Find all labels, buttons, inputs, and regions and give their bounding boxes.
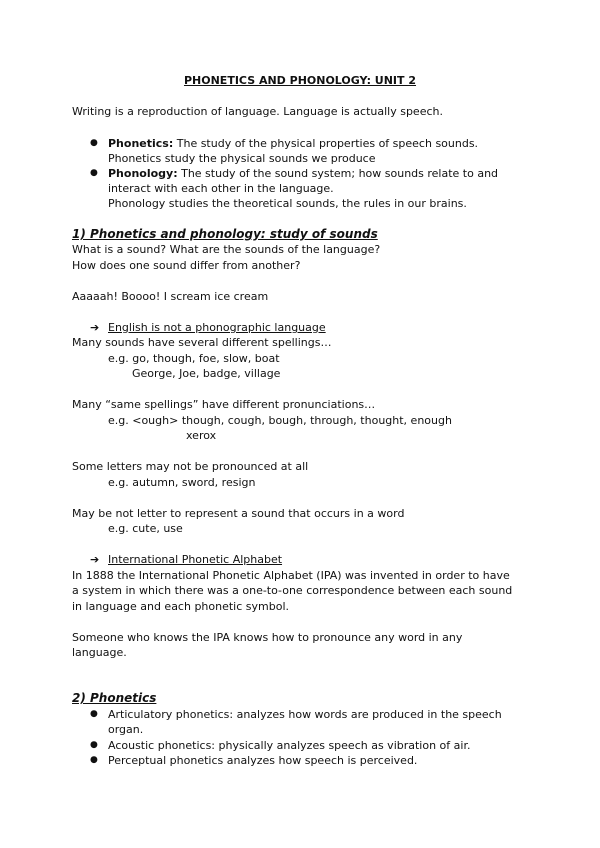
same-spellings-text: Many “same spellings” have different pronunciations… [72,398,376,411]
section-1-question-2: How does one sound differ from another? [72,259,301,272]
bullet-icon: ● [90,138,98,148]
knows-ipa-line-2: language. [72,646,127,659]
section-1-example: Aaaaah! Boooo! I scream ice cream [72,290,269,303]
phonetics-definition [108,136,478,151]
phonetics-definition-text: The study of the physical properties of speech sounds. [173,137,479,150]
many-sounds-text: Many sounds have several different spellings… [72,336,332,349]
example-go: e.g. go, though, foe, slow, boat [108,352,280,365]
bullet-icon: ● [90,709,98,719]
ipa-paragraph-line-2: a system in which there was a one-to-one correspondence between each sound [72,584,513,597]
subheading-ipa: International Phonetic Alphabet [108,553,283,566]
example-george: George, Joe, badge, village [132,367,281,380]
ipa-paragraph-line-1: In 1888 the International Phonetic Alphabet (IPA) was invented in order to have [72,569,510,582]
phonology-definition-text: The study of the sound system; how sounds relate to and [177,167,499,180]
phonology-line-3: Phonology studies the theoretical sounds, the rules in our brains. [108,197,467,210]
ipa-paragraph-line-3: in language and each phonetic symbol. [72,600,290,613]
articulatory-line-2: organ. [108,723,144,736]
bullet-icon: ● [90,168,98,178]
section-1-heading: 1) Phonetics and phonology: study of sounds [72,227,378,241]
intro-text: Writing is a reproduction of language. Language is actually speech. [72,105,443,118]
example-autumn: e.g. autumn, sword, resign [108,476,256,489]
subheading-phonographic: English is not a phonographic language [108,321,326,334]
silent-letters-text: Some letters may not be pronounced at all [72,460,309,473]
section-2-heading: 2) Phonetics [72,691,157,705]
arrow-right-icon: ➔ [90,321,100,334]
phonology-line-2: interact with each other in the language. [108,182,334,195]
section-1-question-1: What is a sound? What are the sounds of the language? [72,243,381,256]
example-ough: e.g. <ough> though, cough, bough, through, thought, enough [108,414,452,427]
perceptual-phonetics: Perceptual phonetics analyzes how speech is perceived. [108,754,418,767]
phonetics-line-2: Phonetics study the physical sounds we produce [108,152,376,165]
no-letter-text: May be not letter to represent a sound that occurs in a word [72,507,405,520]
page-title: PHONETICS AND PHONOLOGY: UNIT 2 [183,74,417,87]
acoustic-phonetics: Acoustic phonetics: physically analyzes speech as vibration of air. [108,739,471,752]
arrow-right-icon: ➔ [90,553,100,566]
phonology-definition [108,166,498,181]
example-xerox: xerox [186,429,217,442]
bullet-icon: ● [90,755,98,765]
articulatory-line-1: Articulatory phonetics: analyzes how words are produced in the speech [108,708,502,721]
bullet-icon: ● [90,740,98,750]
example-cute: e.g. cute, use [108,522,183,535]
phonology-term: Phonology: [108,167,178,180]
knows-ipa-line-1: Someone who knows the IPA knows how to pronounce any word in any [72,631,463,644]
phonetics-term: Phonetics: [108,137,174,150]
